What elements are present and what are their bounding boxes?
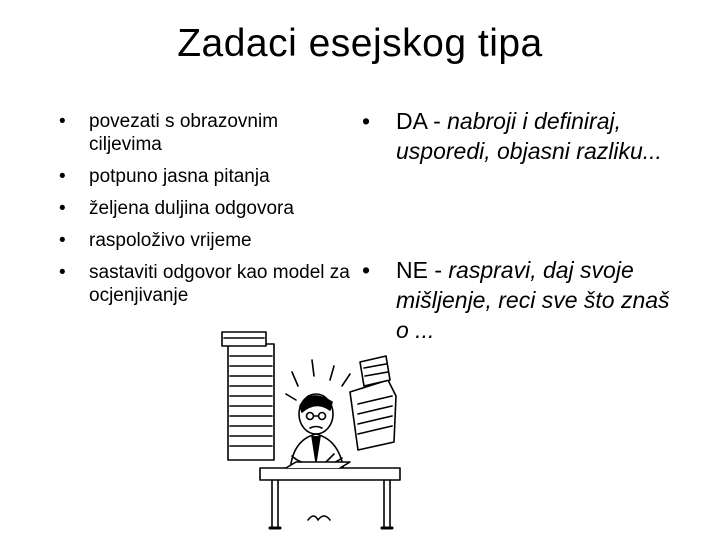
list-item: • potpuno jasna pitanja [55, 165, 355, 188]
list-item: • raspoloživo vrijeme [55, 229, 355, 252]
desk [260, 462, 400, 528]
paper-stack-left [222, 332, 274, 460]
list-item: • sastaviti odgovor kao model za ocjenjivanje [55, 261, 355, 307]
clerk-head [299, 394, 333, 434]
slide-title: Zadaci esejskog tipa [177, 22, 543, 65]
list-item: • povezati s obrazovnim ciljevima [55, 110, 355, 156]
da-item [362, 106, 682, 166]
bullet-icon: • [362, 257, 371, 283]
bullet-icon: • [362, 108, 371, 134]
ne-label: NE - [396, 257, 449, 283]
da-label: DA - [396, 108, 448, 134]
overworked-clerk-illustration [200, 322, 430, 532]
paper-stack-right [350, 356, 396, 450]
ne-examples: raspravi, daj svoje mišljenje, reci sve što znaš o ... [396, 257, 670, 343]
da-examples: nabroji i definiraj, usporedi, objasni razliku... [396, 108, 662, 164]
list-item: • željena duljina odgovora [55, 197, 355, 220]
requirements-list [55, 110, 355, 316]
